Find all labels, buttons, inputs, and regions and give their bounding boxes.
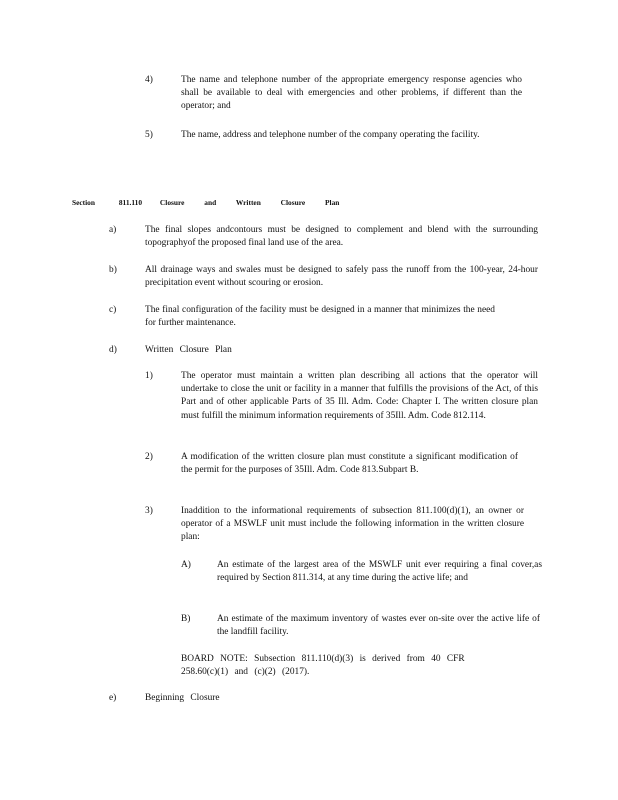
sub-3-marker: 3) — [145, 506, 153, 516]
sub-1-text: The operator must maintain a written plan describing all actions that the operator will undertake to close the unit or facility in a manner that fulfills the provisions of the Act, of this Part and of other applicable Parts of 35 Ill. Adm. Code: Chapter I. The written closure plan must fulfill the minimum information requirements of 35Ill. Adm. Code 812.114. — [181, 371, 538, 421]
para-c-marker: c) — [109, 305, 117, 315]
para-a-text: The final slopes andcontours must be designed to complement and blend with the surrounding topographyof the proposed final land use of the area. — [145, 225, 538, 249]
sub-3-B-marker: B) — [181, 614, 191, 624]
sub-3-A-text: An estimate of the largest area of the MSWLF unit ever requiring a final cover,as required by Section 811.314, at any time during the active life; and — [217, 560, 542, 584]
para-b-text: All drainage ways and swales must be designed to safely pass the runoff from the 100-year, 24-hour precipitation event without scouring or erosion. — [145, 265, 538, 289]
section-label: Section — [72, 198, 95, 207]
sub-2-text: A modification of the written closure plan must constitute a significant modification of the permit for the purposes of 35Ill. Adm. Code 813.Subpart B. — [181, 452, 518, 476]
sub-1-marker: 1) — [145, 371, 153, 381]
sub-3-text: Inaddition to the informational requirements of subsection 811.100(d)(1), an owner or operator of a MSWLF unit must include the following information in the written closure plan: — [181, 506, 524, 543]
sub-2-marker: 2) — [145, 452, 153, 462]
para-a-marker: a) — [109, 225, 117, 235]
para-e-marker: e) — [109, 693, 117, 703]
item-5-text: The name, address and telephone number of the company operating the facility. — [181, 130, 480, 140]
board-note: BOARD NOTE: Subsection 811.110(d)(3) is derived from 40 CFR 258.60(c)(1) and (c)(2) (2017). — [181, 654, 465, 678]
section-title: Closure and Written Closure Plan — [159, 198, 340, 207]
sub-3-A-marker: A) — [181, 560, 191, 570]
item-5-marker: 5) — [145, 130, 153, 140]
item-4-marker: 4) — [145, 75, 153, 85]
para-d-marker: d) — [109, 345, 117, 355]
sub-3-B-text: An estimate of the maximum inventory of wastes ever on-site over the active life of the landfill facility. — [217, 614, 540, 638]
para-d-heading: Written Closure Plan — [145, 345, 232, 355]
item-4-text: The name and telephone number of the appropriate emergency response agencies who shall be available to deal with emergencies and other problems, if different than the operator; and — [181, 75, 522, 112]
para-e-heading: Beginning Closure — [145, 693, 220, 703]
section-number: 811.110 — [118, 198, 143, 207]
section-heading — [72, 198, 340, 208]
para-c-text: The final configuration of the facility must be designed in a manner that minimizes the need for further maintenance. — [145, 305, 495, 329]
para-b-marker: b) — [109, 265, 117, 275]
